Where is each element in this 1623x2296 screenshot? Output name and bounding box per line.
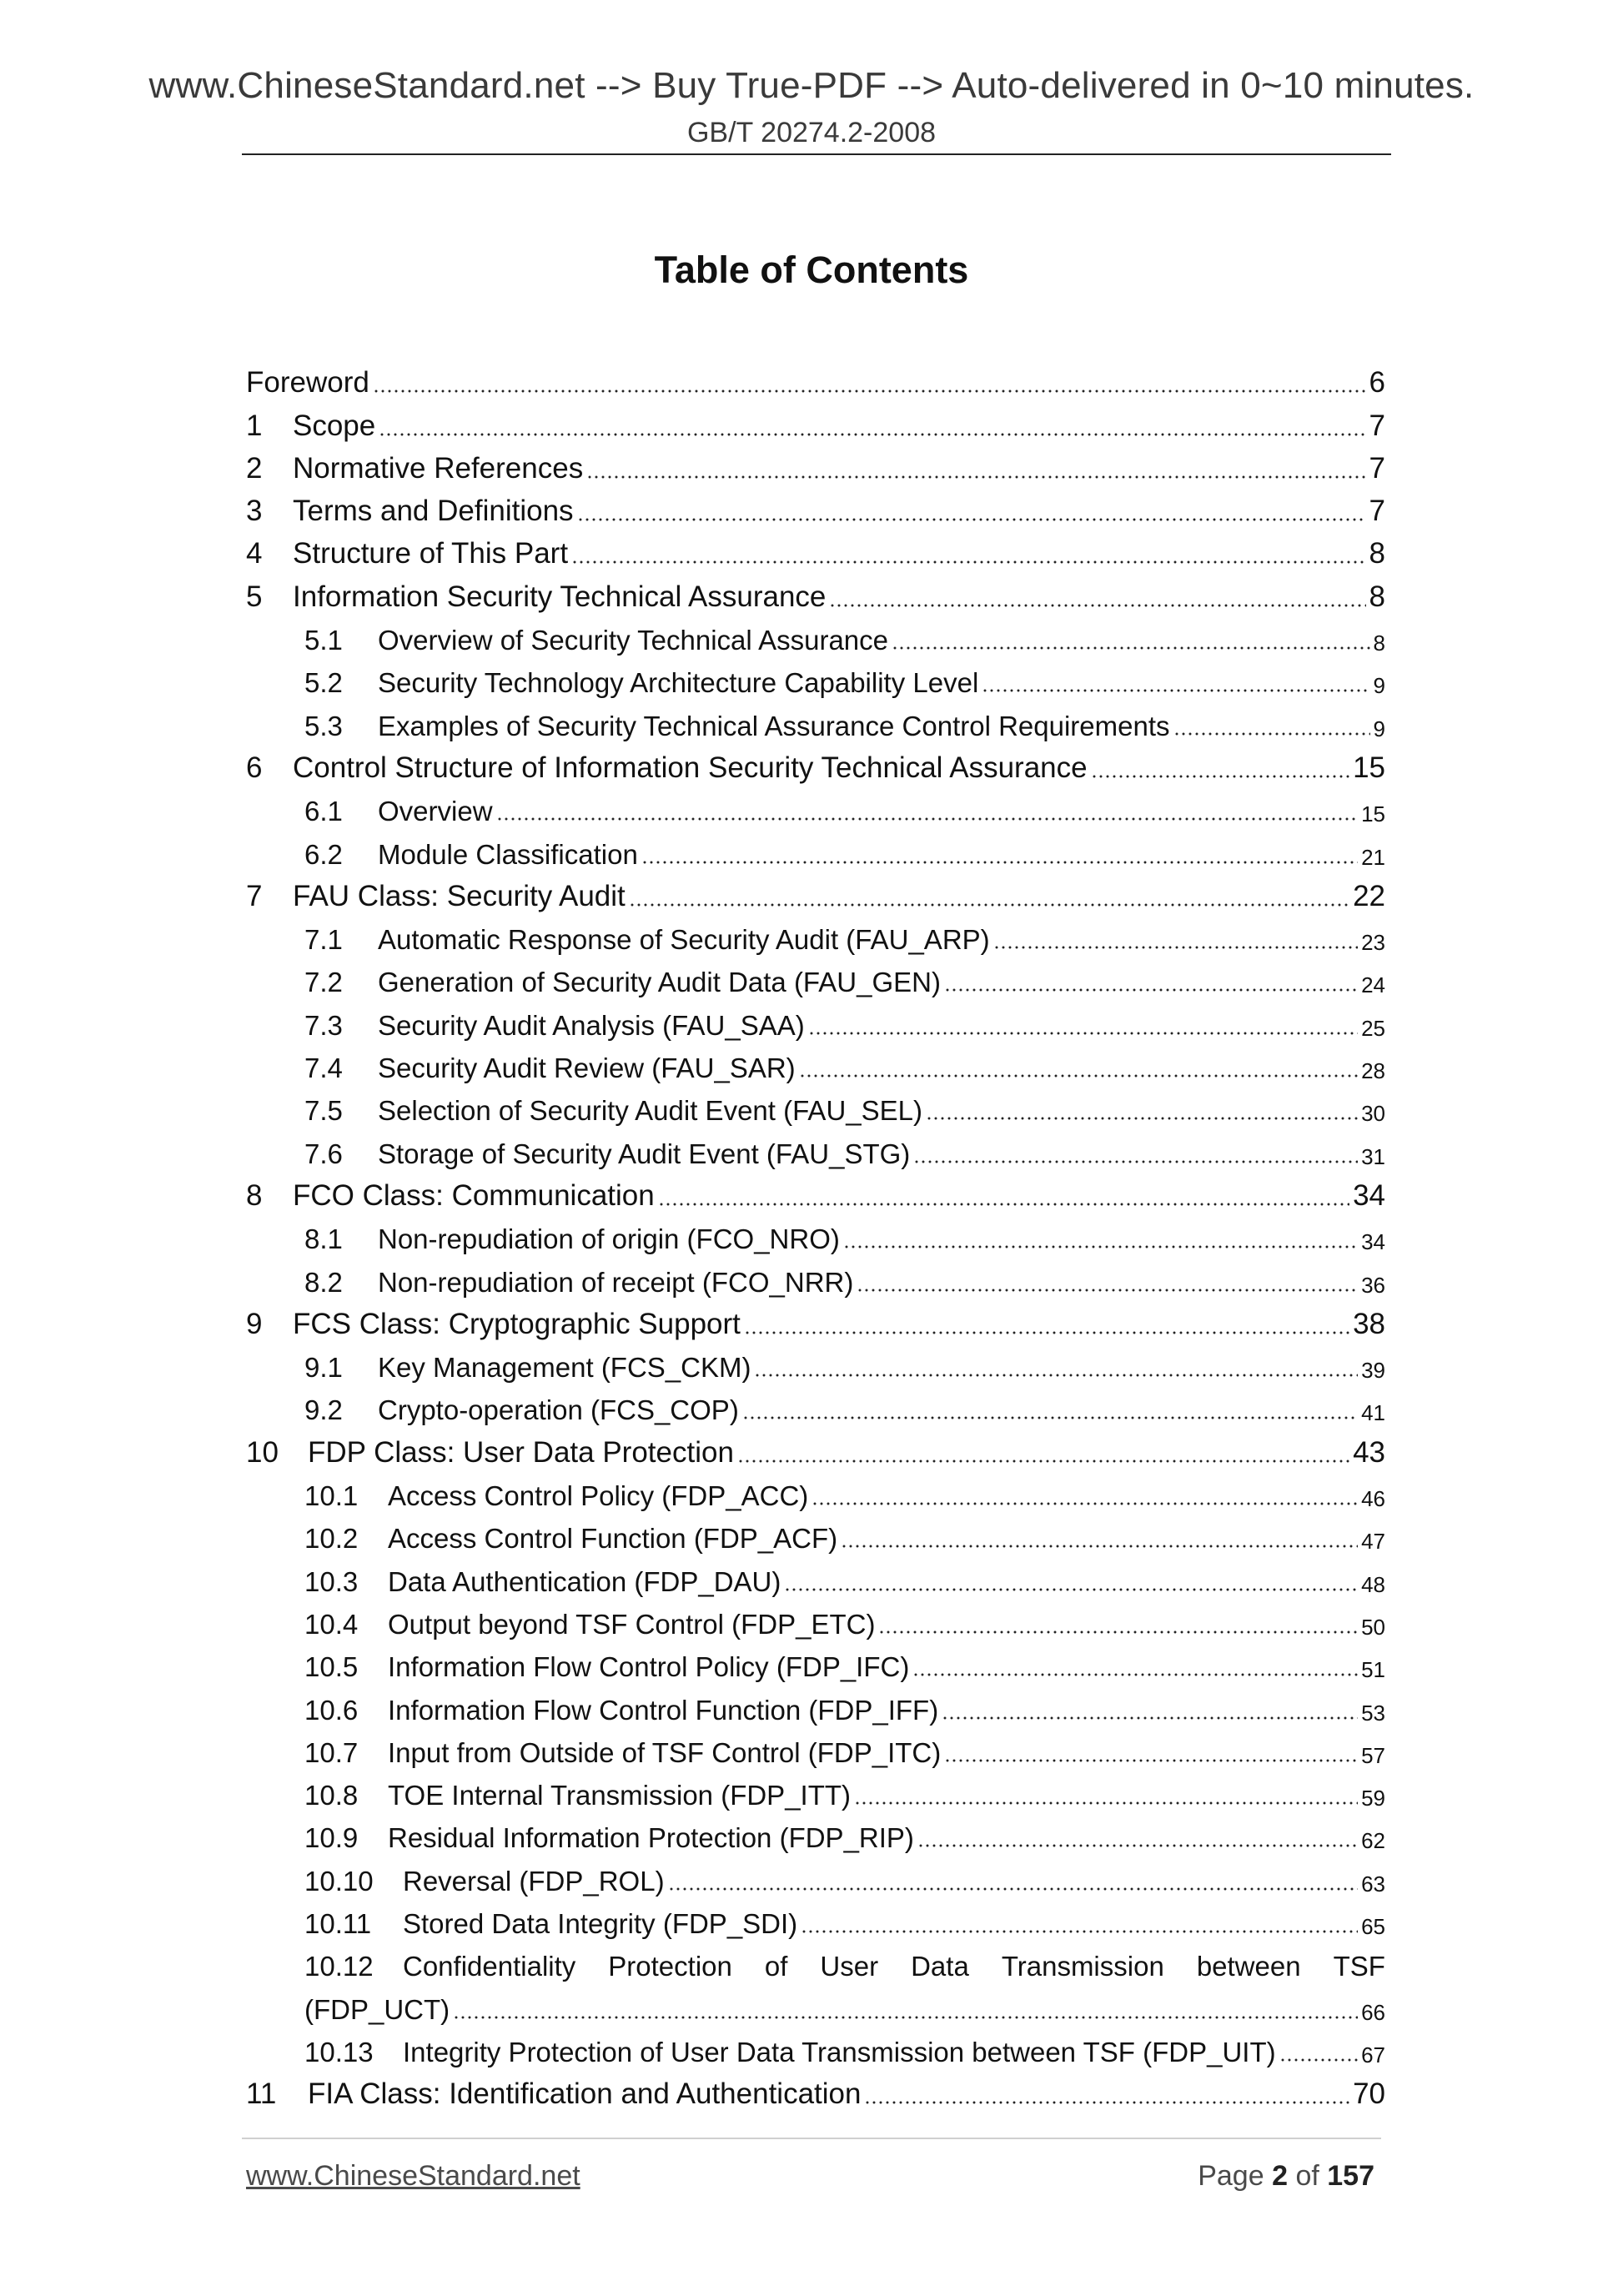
dot-leader xyxy=(754,1374,1358,1377)
dot-leader xyxy=(926,1117,1358,1120)
toc-entry-8-2[interactable] xyxy=(246,1255,1385,1298)
toc-page-number: 8 xyxy=(1369,537,1385,570)
toc-label-word: between xyxy=(1196,1951,1301,1982)
toc-entry-7-1[interactable] xyxy=(246,913,1385,956)
page-title: Table of Contents xyxy=(654,249,969,291)
toc-number: 10.11 xyxy=(304,1907,372,1939)
dot-leader xyxy=(799,1074,1358,1078)
toc-entry-5[interactable] xyxy=(246,570,1385,613)
toc-label: Information Flow Control Function (FDP_IFF) xyxy=(388,1694,939,1726)
toc-number: 6.2 xyxy=(304,838,343,870)
toc-label: Storage of Security Audit Event (FAU_STG) xyxy=(378,1138,911,1169)
toc-label: Data Authentication (FDP_DAU) xyxy=(388,1565,781,1597)
toc-entry-4[interactable] xyxy=(246,528,1385,570)
toc-label-word: Data xyxy=(911,1951,969,1982)
total-pages-number: 157 xyxy=(1327,2160,1374,2192)
toc-entry-7-3[interactable] xyxy=(246,998,1385,1041)
toc-number: 5.1 xyxy=(304,625,343,656)
standard-code: GB/T 20274.2-2008 xyxy=(686,117,937,148)
toc-entry-10-11[interactable] xyxy=(246,1897,1385,1940)
dot-leader xyxy=(913,1160,1358,1163)
toc-page-number: 50 xyxy=(1361,1614,1385,1640)
toc-entry-7-5[interactable] xyxy=(246,1084,1385,1127)
toc-number: 11 xyxy=(246,2077,277,2111)
source-banner: www.ChineseStandard.net --> Buy True-PDF --> Auto-delivered in 0~10 minutes. xyxy=(148,65,1475,106)
toc-entry-10-2[interactable] xyxy=(246,1512,1385,1555)
toc-label-continuation: (FDP_UCT) xyxy=(304,1993,450,2025)
dot-leader xyxy=(737,1459,1349,1463)
toc-entry-10-5[interactable] xyxy=(246,1640,1385,1683)
toc-label: Non-repudiation of origin (FCO_NRO) xyxy=(378,1223,840,1255)
toc-number: 10 xyxy=(246,1435,279,1469)
dot-leader xyxy=(379,433,1365,436)
toc-page-number: 22 xyxy=(1353,879,1385,912)
toc-label: FCS Class: Cryptographic Support xyxy=(293,1307,741,1340)
toc-label: Input from Outside of TSF Control (FDP_ITC) xyxy=(388,1736,942,1768)
toc-entry-7-2[interactable] xyxy=(246,956,1385,998)
toc-entry-10-10[interactable] xyxy=(246,1854,1385,1897)
dot-leader xyxy=(801,1930,1358,1933)
toc-label: Reversal (FDP_ROL) xyxy=(403,1865,665,1897)
toc-entry-7-4[interactable] xyxy=(246,1042,1385,1084)
page-label: Page xyxy=(1198,2160,1264,2192)
toc-number: 8.1 xyxy=(304,1223,343,1255)
toc-entry-5-1[interactable] xyxy=(246,614,1385,656)
toc-entry-7[interactable] xyxy=(246,871,1385,913)
toc-page-number: 7 xyxy=(1369,495,1385,528)
toc-entry-3[interactable] xyxy=(246,485,1385,528)
toc-page-number: 57 xyxy=(1361,1742,1385,1768)
toc-label: Examples of Security Technical Assurance Control Requirements xyxy=(378,710,1170,741)
toc-entry-8-1[interactable] xyxy=(246,1213,1385,1255)
dot-leader xyxy=(1279,2058,1358,2062)
toc-number: 10.10 xyxy=(304,1865,374,1897)
toc-entry-1[interactable] xyxy=(246,399,1385,442)
dot-leader xyxy=(453,2016,1358,2019)
toc-label: FAU Class: Security Audit xyxy=(293,879,626,912)
toc-number: 10.5 xyxy=(304,1651,359,1683)
toc-page-number: 36 xyxy=(1361,1272,1385,1298)
header-divider xyxy=(242,153,1391,155)
dot-leader xyxy=(577,518,1366,521)
dot-leader xyxy=(586,475,1365,479)
dot-leader xyxy=(944,988,1358,992)
toc-entry-foreword[interactable] xyxy=(246,357,1385,399)
toc-page-number: 8 xyxy=(1369,580,1385,613)
toc-number: 2 xyxy=(246,451,263,485)
toc-entry-8[interactable] xyxy=(246,1170,1385,1213)
toc-label: Structure of This Part xyxy=(293,537,569,570)
toc-label-word: User xyxy=(820,1951,879,1982)
toc-label: FDP Class: User Data Protection xyxy=(308,1435,734,1469)
toc-label: Security Technology Architecture Capability Level xyxy=(378,667,979,699)
toc-number: 7.5 xyxy=(304,1095,343,1127)
toc-number: 5.2 xyxy=(304,667,343,699)
dot-leader xyxy=(843,1245,1358,1248)
toc-page-number: 66 xyxy=(1361,1999,1385,2025)
toc-page-number: 8 xyxy=(1373,631,1385,656)
toc-number: 10.8 xyxy=(304,1780,359,1811)
toc-label: Selection of Security Audit Event (FAU_SEL) xyxy=(378,1095,922,1127)
toc-number: 7 xyxy=(246,879,263,912)
footer-site-link[interactable]: www.ChineseStandard.net xyxy=(246,2160,580,2192)
toc-label: Stored Data Integrity (FDP_SDI) xyxy=(403,1907,798,1939)
toc-page-number: 46 xyxy=(1361,1486,1385,1512)
dot-leader xyxy=(373,389,1366,393)
toc-entry-6[interactable] xyxy=(246,742,1385,785)
toc-label: Security Audit Analysis (FAU_SAA) xyxy=(378,1009,805,1041)
dot-leader xyxy=(912,1673,1358,1676)
toc-number: 7.4 xyxy=(304,1053,343,1084)
toc-label-word: Confidentiality xyxy=(403,1951,576,1982)
toc-entry-10-12-continued[interactable] xyxy=(246,1982,1385,2025)
toc-page-number: 34 xyxy=(1353,1178,1385,1212)
toc-entry-6-1[interactable] xyxy=(246,785,1385,827)
dot-leader xyxy=(641,861,1358,864)
toc-number: 10.12 xyxy=(304,1951,374,1982)
toc-label xyxy=(403,1951,1385,1982)
toc-number: 9.2 xyxy=(304,1394,343,1426)
toc-label: Scope xyxy=(293,409,376,442)
toc-number: 7.1 xyxy=(304,924,343,956)
toc-number: 10.13 xyxy=(304,2036,374,2067)
current-page-number: 2 xyxy=(1272,2160,1288,2192)
toc-entry-6-2[interactable] xyxy=(246,827,1385,870)
toc-label: Foreword xyxy=(246,366,369,399)
toc-page-number: 63 xyxy=(1361,1871,1385,1897)
toc-label-word: Transmission xyxy=(1001,1951,1164,1982)
toc-label: Crypto-operation (FCS_COP) xyxy=(378,1394,739,1426)
toc-entry-5-3[interactable] xyxy=(246,699,1385,741)
toc-page-number: 51 xyxy=(1361,1657,1385,1683)
toc-number: 6.1 xyxy=(304,796,343,827)
toc-label: Access Control Policy (FDP_ACC) xyxy=(388,1480,809,1512)
toc-label: Integrity Protection of User Data Transmission between TSF (FDP_UIT) xyxy=(403,2036,1276,2067)
toc-number: 10.7 xyxy=(304,1736,359,1768)
dot-leader xyxy=(892,646,1370,650)
toc-entry-10-4[interactable] xyxy=(246,1598,1385,1640)
dot-leader xyxy=(1173,732,1370,736)
dot-leader xyxy=(658,1203,1349,1206)
toc-page-number: 67 xyxy=(1361,2042,1385,2067)
toc-entry-10-3[interactable] xyxy=(246,1555,1385,1597)
toc-label-word: Protection xyxy=(608,1951,732,1982)
dot-leader xyxy=(944,1759,1358,1762)
toc-page-number: 65 xyxy=(1361,1913,1385,1939)
dot-leader xyxy=(841,1545,1358,1548)
page-indicator xyxy=(1198,2160,1374,2193)
page-of-label: of xyxy=(1295,2160,1319,2192)
dot-leader xyxy=(864,2101,1349,2104)
toc-number: 10.1 xyxy=(304,1480,359,1512)
toc-page-number: 7 xyxy=(1369,451,1385,485)
toc-page-number: 30 xyxy=(1361,1101,1385,1127)
toc-entry-9-1[interactable] xyxy=(246,1341,1385,1384)
toc-entry-10-6[interactable] xyxy=(246,1683,1385,1726)
toc-entry-10-13[interactable] xyxy=(246,2026,1385,2068)
dot-leader xyxy=(993,946,1358,949)
toc-number: 7.2 xyxy=(304,967,343,998)
toc-page-number: 15 xyxy=(1353,751,1385,784)
toc-number: 3 xyxy=(246,495,263,528)
toc-page-number: 70 xyxy=(1353,2077,1385,2111)
dot-leader xyxy=(829,604,1365,607)
toc-entry-2[interactable] xyxy=(246,443,1385,485)
dot-leader xyxy=(808,1032,1358,1035)
toc-page-number: 24 xyxy=(1361,972,1385,998)
toc-number: 1 xyxy=(246,409,263,442)
toc-entry-5-2[interactable] xyxy=(246,656,1385,699)
toc-label: Overview of Security Technical Assurance xyxy=(378,625,888,656)
toc-label-word: TSF xyxy=(1333,1951,1385,1982)
toc-number: 6 xyxy=(246,751,263,784)
dot-leader xyxy=(982,689,1369,692)
dot-leader xyxy=(496,817,1359,821)
toc-page-number: 39 xyxy=(1361,1358,1385,1384)
toc-number: 4 xyxy=(246,537,263,570)
toc-entry-10-9[interactable] xyxy=(246,1811,1385,1854)
toc-label: Information Flow Control Policy (FDP_IFC) xyxy=(388,1651,910,1683)
dot-leader xyxy=(1091,775,1349,778)
dot-leader xyxy=(917,1844,1358,1847)
toc-page-number: 59 xyxy=(1361,1786,1385,1811)
toc-page-number: 7 xyxy=(1369,409,1385,442)
toc-label: Control Structure of Information Security Technical Assurance xyxy=(293,751,1088,784)
dot-leader xyxy=(854,1801,1358,1805)
toc-page-number: 28 xyxy=(1361,1058,1385,1084)
toc-label: Residual Information Protection (FDP_RIP) xyxy=(388,1822,914,1854)
toc-entry-10-12[interactable] xyxy=(246,1940,1385,1982)
toc-label: Non-repudiation of receipt (FCO_NRR) xyxy=(378,1266,854,1298)
toc-label: Information Security Technical Assurance xyxy=(293,580,827,613)
toc-entry-10-1[interactable] xyxy=(246,1470,1385,1512)
toc-number: 9.1 xyxy=(304,1352,343,1384)
toc-label: FIA Class: Identification and Authentication xyxy=(308,2077,862,2111)
toc-label: Overview xyxy=(378,796,493,827)
toc-label: Key Management (FCS_CKM) xyxy=(378,1352,751,1384)
toc-entry-9[interactable] xyxy=(246,1299,1385,1341)
toc-page-number: 41 xyxy=(1361,1400,1385,1426)
toc-entry-9-2[interactable] xyxy=(246,1384,1385,1426)
toc-number: 5.3 xyxy=(304,710,343,741)
dot-leader xyxy=(571,560,1365,564)
toc-entry-10-7[interactable] xyxy=(246,1726,1385,1769)
toc-number: 8 xyxy=(246,1178,263,1212)
toc-page-number: 31 xyxy=(1361,1143,1385,1169)
toc-label: Security Audit Review (FAU_SAR) xyxy=(378,1053,796,1084)
toc-page-number: 38 xyxy=(1353,1307,1385,1340)
table-of-contents xyxy=(246,357,1385,2111)
toc-page-number: 9 xyxy=(1373,673,1385,699)
toc-number: 10.2 xyxy=(304,1523,359,1555)
toc-label-word: of xyxy=(764,1951,788,1982)
toc-number: 7.3 xyxy=(304,1009,343,1041)
toc-page-number: 21 xyxy=(1361,844,1385,870)
toc-entry-10-8[interactable] xyxy=(246,1769,1385,1811)
footer-divider xyxy=(242,2138,1381,2139)
toc-number: 8.2 xyxy=(304,1266,343,1298)
dot-leader xyxy=(784,1588,1358,1591)
toc-page-number: 6 xyxy=(1369,366,1385,399)
toc-number: 10.9 xyxy=(304,1822,359,1854)
toc-page-number: 25 xyxy=(1361,1015,1385,1041)
toc-number: 10.4 xyxy=(304,1608,359,1640)
dot-leader xyxy=(878,1630,1358,1634)
toc-label: FCO Class: Communication xyxy=(293,1178,655,1212)
toc-page-number: 9 xyxy=(1373,716,1385,741)
toc-page-number: 34 xyxy=(1361,1229,1385,1255)
dot-leader xyxy=(668,1887,1359,1891)
dot-leader xyxy=(942,1716,1358,1720)
dot-leader xyxy=(812,1502,1358,1505)
toc-page-number: 53 xyxy=(1361,1700,1385,1726)
dot-leader xyxy=(742,1416,1358,1419)
toc-entry-10[interactable] xyxy=(246,1426,1385,1469)
toc-page-number: 62 xyxy=(1361,1828,1385,1854)
toc-label: TOE Internal Transmission (FDP_ITT) xyxy=(388,1780,852,1811)
dot-leader xyxy=(629,903,1349,907)
toc-number: 5 xyxy=(246,580,263,613)
toc-number: 9 xyxy=(246,1307,263,1340)
toc-label: Output beyond TSF Control (FDP_ETC) xyxy=(388,1608,876,1640)
toc-label: Normative References xyxy=(293,451,584,485)
toc-number: 10.3 xyxy=(304,1565,359,1597)
dot-leader xyxy=(744,1331,1349,1334)
toc-label: Access Control Function (FDP_ACF) xyxy=(388,1523,838,1555)
toc-number: 10.6 xyxy=(304,1694,359,1726)
toc-page-number: 23 xyxy=(1361,930,1385,956)
toc-page-number: 47 xyxy=(1361,1529,1385,1555)
toc-label: Module Classification xyxy=(378,838,638,870)
toc-page-number: 43 xyxy=(1353,1435,1385,1469)
toc-label: Generation of Security Audit Data (FAU_GEN) xyxy=(378,967,941,998)
toc-number: 7.6 xyxy=(304,1138,343,1169)
toc-label: Terms and Definitions xyxy=(293,495,574,528)
toc-page-number: 48 xyxy=(1361,1571,1385,1597)
toc-entry-11[interactable] xyxy=(246,2068,1385,2111)
toc-label: Automatic Response of Security Audit (FAU_ARP) xyxy=(378,924,990,956)
dot-leader xyxy=(857,1289,1358,1292)
toc-page-number: 15 xyxy=(1361,801,1385,827)
toc-entry-7-6[interactable] xyxy=(246,1127,1385,1169)
